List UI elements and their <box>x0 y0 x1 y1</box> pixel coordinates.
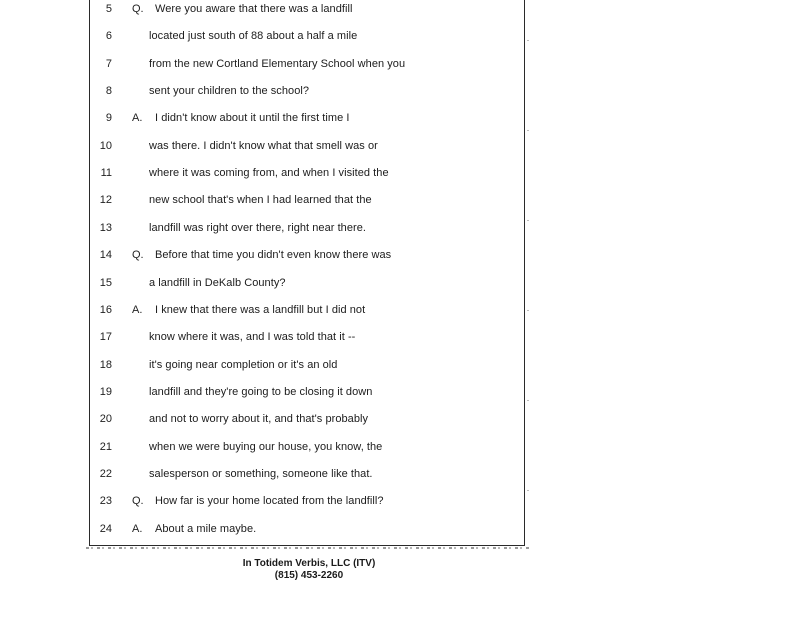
line-number: 16 <box>99 303 112 316</box>
line-text: a landfill in DeKalb County? <box>149 276 286 289</box>
transcript-line <box>90 245 526 265</box>
line-number: 23 <box>99 495 112 508</box>
line-number: 5 <box>105 3 112 15</box>
transcript-line <box>90 409 526 429</box>
line-number: 8 <box>105 85 112 98</box>
line-text: I knew that there was a landfill but I did not <box>155 303 366 316</box>
transcript-line <box>90 300 526 320</box>
line-text: know where it was, and I was told that it -- <box>149 331 356 344</box>
transcript-line <box>90 519 526 539</box>
transcript-line <box>90 163 526 183</box>
line-text: was there. I didn't know what that smell was or <box>149 139 378 152</box>
speaker-label: Q. <box>132 249 144 262</box>
line-number: 7 <box>105 57 112 70</box>
line-text: I didn't know about it until the first time I <box>155 112 350 125</box>
line-text: How far is your home located from the landfill? <box>155 495 384 508</box>
scan-artifact-bottom-line <box>86 547 530 549</box>
transcript-line <box>90 26 526 46</box>
line-number: 20 <box>99 413 112 426</box>
speaker-label: Q. <box>132 3 144 15</box>
line-number: 13 <box>99 221 112 234</box>
line-text: new school that's when I had learned that the <box>149 194 372 207</box>
scan-artifact-edge <box>527 0 529 548</box>
line-number: 24 <box>99 522 112 535</box>
speaker-label: A. <box>132 112 143 125</box>
line-text: and not to worry about it, and that's probably <box>149 413 369 426</box>
line-number: 10 <box>99 139 112 152</box>
transcript-line <box>90 81 526 101</box>
transcript-line <box>90 54 526 74</box>
speaker-label: Q. <box>132 495 144 508</box>
line-text: when we were buying our house, you know, the <box>149 440 383 453</box>
transcript-line <box>90 273 526 293</box>
line-text: from the new Cortland Elementary School when you <box>149 57 406 70</box>
line-number: 11 <box>100 167 112 180</box>
line-number: 9 <box>105 112 112 125</box>
line-text: Were you aware that there was a landfill <box>155 3 353 15</box>
line-text: landfill was right over there, right near there. <box>149 221 367 234</box>
transcript-line <box>90 218 526 238</box>
transcript-line <box>90 327 526 347</box>
line-number: 21 <box>99 440 112 453</box>
line-text: salesperson or something, someone like that. <box>149 467 373 480</box>
line-text: landfill and they're going to be closing it down <box>149 385 373 398</box>
transcript-line <box>90 437 526 457</box>
line-number: 14 <box>99 249 112 262</box>
speaker-label: A. <box>132 522 143 535</box>
transcript-line <box>90 108 526 128</box>
transcript-line <box>90 382 526 402</box>
transcript-line <box>90 355 526 375</box>
transcript-line <box>90 136 526 156</box>
line-text: About a mile maybe. <box>155 522 257 535</box>
transcript-line <box>90 190 526 210</box>
line-number: 19 <box>99 385 112 398</box>
line-text: it's going near completion or it's an old <box>149 358 338 371</box>
line-number: 12 <box>99 194 112 207</box>
transcript-body <box>89 0 525 546</box>
line-text: sent your children to the school? <box>149 85 310 98</box>
line-number: 18 <box>99 358 112 371</box>
transcript-line <box>90 464 526 484</box>
transcript-line <box>90 0 526 19</box>
line-number: 15 <box>99 276 112 289</box>
footer-phone-number: (815) 453-2260 <box>274 570 344 581</box>
line-text: where it was coming from, and when I visited the <box>149 167 389 180</box>
line-number: 22 <box>99 467 112 480</box>
line-number: 6 <box>105 30 112 43</box>
line-number: 17 <box>99 331 112 344</box>
line-text: located just south of 88 about a half a mile <box>149 30 358 43</box>
transcript-line <box>90 491 526 511</box>
speaker-label: A. <box>132 303 143 316</box>
footer-company-name: In Totidem Verbis, LLC (ITV) <box>242 558 376 569</box>
line-text: Before that time you didn't even know there was <box>155 249 392 262</box>
